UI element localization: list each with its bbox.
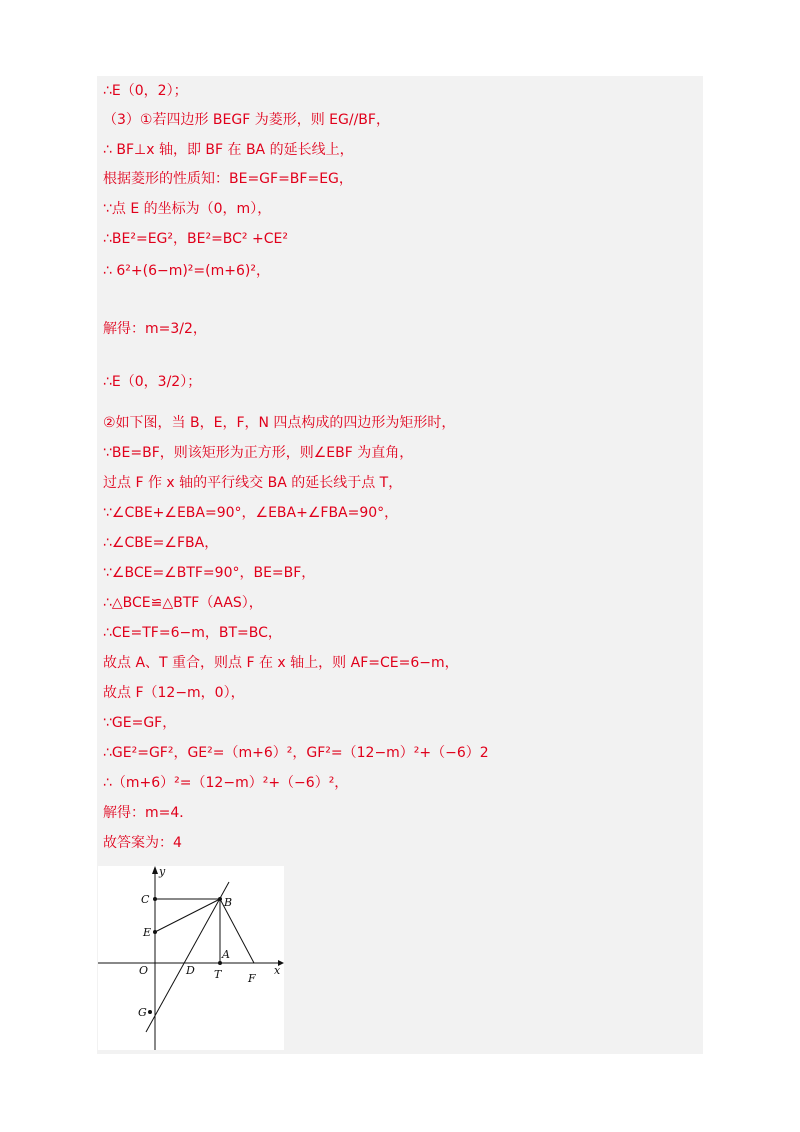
text-line-11: ∵BE=BF，则该矩形为正方形，则∠EBF 为直角， <box>103 445 414 461</box>
label-e: E <box>143 926 152 939</box>
text-line-12: 过点 F 作 x 轴的平行线交 BA 的延长线于点 T， <box>103 475 403 491</box>
label-g: G <box>138 1006 147 1019</box>
point-e <box>153 930 157 934</box>
label-a: A <box>222 948 230 961</box>
text-line-8: 解得：m=3/2， <box>103 321 207 337</box>
label-d: D <box>186 964 195 977</box>
label-f: F <box>248 972 256 985</box>
line-gd <box>146 882 229 1032</box>
label-o: O <box>139 964 149 977</box>
text-line-18: 故点 A、T 重合，则点 F 在 x 轴上，则 AF=CE=6−m， <box>103 655 459 671</box>
text-line-13: ∵∠CBE+∠EBA=90°，∠EBA+∠FBA=90°， <box>103 505 399 521</box>
text-line-23: 解得：m=4． <box>103 805 194 821</box>
text-line-3: ∴ BF⊥x 轴，即 BF 在 BA 的延长线上， <box>103 142 354 158</box>
text-line-6: ∴BE²=EG²，BE²=BC² +CE² <box>103 231 288 247</box>
label-t: T <box>214 968 222 981</box>
text-line-20: ∵GE=GF， <box>103 715 177 731</box>
text-line-10: ②如下图，当 B，E，F，N 四点构成的四边形为矩形时， <box>103 415 456 431</box>
text-line-15: ∵∠BCE=∠BTF=90°，BE=BF， <box>103 565 316 581</box>
point-c <box>153 897 157 901</box>
text-line-19: 故点 F（12−m，0）， <box>103 685 245 701</box>
label-x: x <box>274 964 281 977</box>
text-line-21: ∴GE²=GF²，GE²=（m+6）²，GF²=（12−m）²+（−6）2 <box>103 745 489 761</box>
point-b <box>218 897 222 901</box>
label-y: y <box>159 866 166 878</box>
text-line-9: ∴E（0，3/2）； <box>103 374 202 390</box>
text-line-4: 根据菱形的性质知：BE=GF=BF=EG， <box>103 171 353 187</box>
text-line-16: ∴△BCE≌△BTF（AAS）， <box>103 595 263 611</box>
text-line-24: 故答案为：4 <box>103 835 182 851</box>
text-line-14: ∴∠CBE=∠FBA， <box>103 535 219 551</box>
geometry-figure <box>98 866 284 1050</box>
text-line-7: ∴ 6²+(6−m)²=(m+6)²， <box>103 263 270 279</box>
text-line-5: ∵点 E 的坐标为（0，m）， <box>103 201 272 217</box>
geometry-diagram <box>98 866 284 1050</box>
y-axis-arrow-icon <box>152 866 158 874</box>
text-line-22: ∴（m+6）²=（12−m）²+（−6）²， <box>103 775 349 791</box>
label-c: C <box>141 893 150 906</box>
text-line-17: ∴CE=TF=6−m，BT=BC， <box>103 625 282 641</box>
label-b: B <box>224 896 233 909</box>
text-line-1: ∴E（0，2）； <box>103 83 188 99</box>
text-line-2: （3）①若四边形 BEGF 为菱形，则 EG//BF， <box>103 112 390 128</box>
point-a <box>218 961 222 965</box>
point-g <box>148 1010 152 1014</box>
